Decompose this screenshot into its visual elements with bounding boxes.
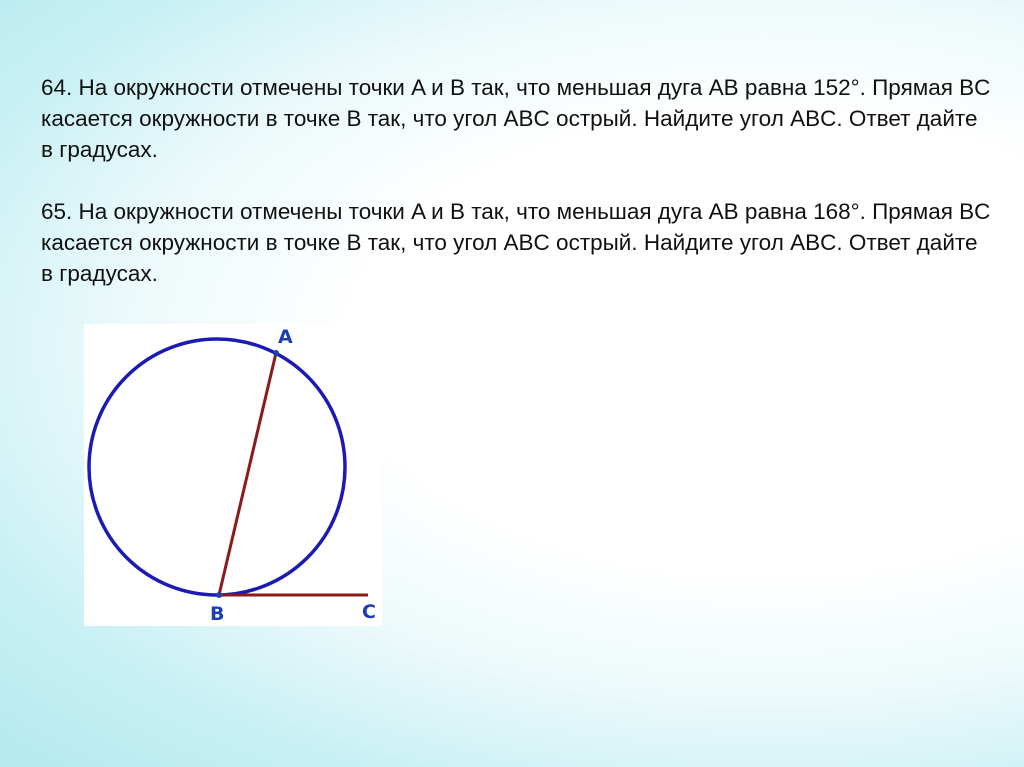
- label-c: C: [362, 601, 376, 623]
- problem-list: [41, 72, 991, 289]
- point-a: [273, 350, 279, 356]
- problem-64-text: 64. На окружности отмечены точки A и B так, что меньшая дуга AB равна 152°. Прямая BC касается окружности в точке B так, что угол ABC острый. Найдите угол ABC. Ответ дайте в градусах.: [41, 75, 991, 162]
- problem-65-text: 65. На окружности отмечены точки A и B так, что меньшая дуга AB равна 168°. Прямая BC касается окружности в точке B так, что угол ABC острый. Найдите угол ABC. Ответ дайте в градусах.: [41, 199, 991, 286]
- chord-ab: [219, 353, 276, 595]
- circle-diagram: [84, 324, 382, 626]
- label-a: A: [278, 326, 293, 348]
- geometry-figure: [84, 324, 382, 626]
- point-b: [216, 592, 222, 598]
- circle: [89, 339, 345, 595]
- label-b: B: [210, 603, 225, 625]
